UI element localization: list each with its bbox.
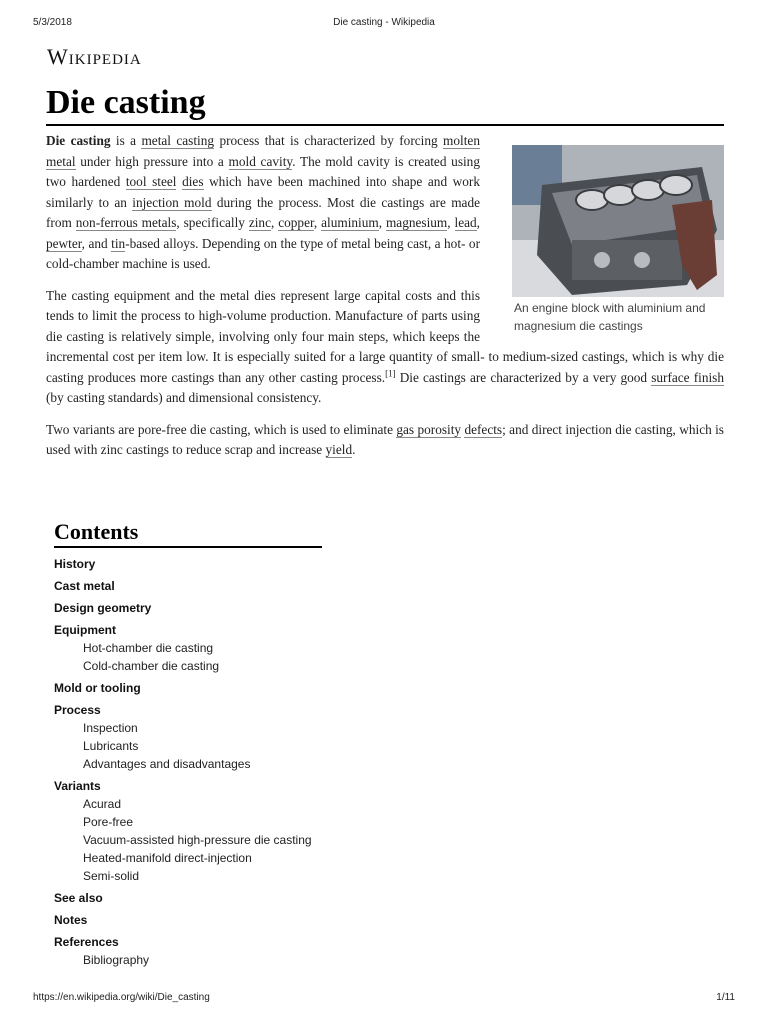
lead-term: Die casting <box>46 133 111 148</box>
toc-item-mold-tooling[interactable]: Mold or tooling <box>54 681 141 695</box>
wikipedia-logo[interactable]: Wikipedia <box>47 44 142 69</box>
text: The casting equipment and the metal dies represent large capital costs and this tends to limit the process to high-volume production. Manufacture of parts using die casting is relatively simple, involving only four main steps, which keeps the incremental cost per item low. It is especially suited for a large quantity of small- to medium-sized castings, which is why die casting produces more castings than any other casting process. <box>46 287 724 385</box>
print-date: 5/3/2018 <box>33 17 72 28</box>
link-tin[interactable]: tin <box>111 235 126 251</box>
toc-subitem-bibliography[interactable]: Bibliography <box>83 953 150 967</box>
print-page-number: 1/11 <box>716 992 735 1003</box>
text: , <box>313 215 322 230</box>
text: , specifically <box>176 215 249 230</box>
link-tool-steel[interactable]: tool steel <box>125 174 177 189</box>
link-surface-finish[interactable]: surface finish <box>651 369 724 385</box>
link-magnesium[interactable]: magnesium <box>385 215 448 230</box>
toc-item-see-also[interactable]: See also <box>54 891 103 905</box>
toc-item-references[interactable]: References <box>54 935 119 949</box>
text: (by casting standards) and dimensional consistency. <box>46 390 322 405</box>
toc-subitem-lubricants[interactable]: Lubricants <box>83 739 139 753</box>
figure-caption: An engine block with aluminium and magnesium die castings <box>514 301 706 333</box>
link-lead[interactable]: lead <box>454 215 477 230</box>
text: which have been machined into shape and work similarly to an <box>46 174 481 210</box>
link-injection-mold[interactable]: injection mold <box>132 194 212 210</box>
link-defects[interactable]: defects <box>464 421 503 437</box>
text: , <box>447 215 455 230</box>
toc-item-notes[interactable]: Notes <box>54 913 88 927</box>
text: during the process. Most die castings are made from <box>46 194 481 230</box>
text: process that is characterized by forcing <box>214 133 444 148</box>
text: . <box>352 442 356 457</box>
link-metal-casting[interactable]: metal casting <box>141 133 215 148</box>
toc-item-process[interactable]: Process <box>54 703 101 717</box>
toc-subitem-vacuum-assisted[interactable]: Vacuum-assisted high-pressure die casting <box>83 833 312 847</box>
print-page-title: Die casting - Wikipedia <box>333 17 435 28</box>
engine-block-illustration <box>512 145 724 297</box>
toc-subitem-acurad[interactable]: Acurad <box>83 797 122 811</box>
figure <box>512 145 724 335</box>
toc-subitem-heated-manifold[interactable]: Heated-manifold direct-injection <box>83 851 252 865</box>
link-gas-porosity[interactable]: gas porosity <box>396 421 462 437</box>
toc-subitem-pore-free[interactable]: Pore-free <box>83 815 134 829</box>
text: high pressure <box>115 153 188 169</box>
toc-title: Contents <box>54 518 322 548</box>
toc-item-design-geometry[interactable]: Design geometry <box>54 601 152 615</box>
page-title: Die casting <box>46 82 724 126</box>
link-aluminium[interactable]: aluminium <box>321 215 379 230</box>
toc-item-equipment[interactable]: Equipment <box>54 623 116 637</box>
text: , and <box>81 235 112 251</box>
text: , <box>476 215 480 230</box>
text: . The mold cavity is created using two hardened <box>46 153 480 189</box>
text: into a <box>187 153 229 169</box>
toc-subitem-semi-solid[interactable]: Semi-solid <box>83 869 140 883</box>
link-yield[interactable]: yield <box>325 442 353 457</box>
text: Die castings are characterized by a very good <box>395 369 652 385</box>
link-dies[interactable]: dies <box>182 174 204 189</box>
text: , <box>270 215 279 230</box>
link-non-ferrous-metals[interactable]: non-ferrous metals <box>75 215 177 230</box>
text: ; and direct injection die casting, which is used with zinc castings to reduce scrap and increase <box>46 421 724 457</box>
link-molten-metal[interactable]: molten metal <box>46 133 480 169</box>
link-pewter[interactable]: pewter <box>46 235 82 251</box>
link-copper[interactable]: copper <box>278 215 314 230</box>
paragraph-variants <box>46 420 724 461</box>
toc-subitem-cold-chamber[interactable]: Cold-chamber die casting <box>83 659 220 673</box>
toc-item-cast-metal[interactable]: Cast metal <box>54 579 115 593</box>
text: -based alloys. Depending on the type of metal being cast, a hot- or cold-chamber machine is used. <box>46 235 480 271</box>
text: , <box>378 215 386 230</box>
engine-block-image[interactable] <box>512 145 724 297</box>
reference-link[interactable]: [1] <box>385 368 396 379</box>
text: under <box>75 153 116 169</box>
text: is a <box>110 133 142 148</box>
toc-item-variants[interactable]: Variants <box>54 779 101 793</box>
table-of-contents <box>54 518 322 974</box>
text: Two variants are pore-free die casting, which is used to eliminate <box>46 421 397 437</box>
toc-item-history[interactable]: History <box>54 557 96 571</box>
link-mold-cavity[interactable]: mold cavity <box>228 153 293 169</box>
toc-subitem-advantages[interactable]: Advantages and disadvantages <box>83 757 251 771</box>
toc-subitem-hot-chamber[interactable]: Hot-chamber die casting <box>83 641 214 655</box>
link-zinc[interactable]: zinc <box>248 215 271 230</box>
article-body <box>46 131 724 472</box>
toc-subitem-inspection[interactable]: Inspection <box>83 721 138 735</box>
print-url: https://en.wikipedia.org/wiki/Die_casting <box>33 992 210 1003</box>
